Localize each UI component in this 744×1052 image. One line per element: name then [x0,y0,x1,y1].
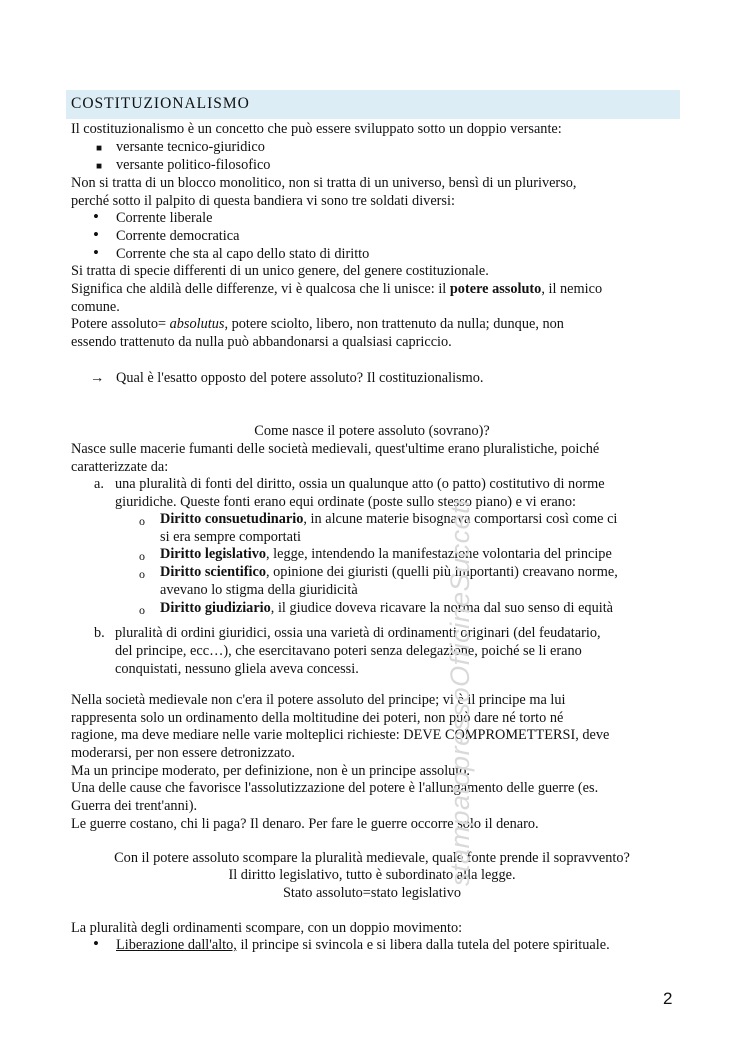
circle-bullet-icon: o [139,567,145,581]
paragraph-line: essendo trattenuto da nulla può abbandonarsi a qualsiasi capriccio. [71,334,452,350]
round-bullet-icon: • [93,243,99,262]
list-item-a-line: una pluralità di fonti del diritto, ossia un qualunque atto (o patto) costitutivo di norme [115,476,605,492]
bold-term: potere assoluto [449,281,542,297]
round-bullet-icon: • [93,225,99,244]
paragraph-line: Le guerre costano, chi li paga? Il denaro. Per fare le guerre occorre solo il denaro. [71,816,539,832]
paragraph-line: moderarsi, per non essere detronizzato. [71,745,295,761]
list-item-corrente: Corrente democratica [116,228,240,244]
centered-line: Stato assoluto=stato legislativo [282,885,462,901]
fonte-item: Diritto giudiziario, il giudice doveva ricavare la norma dal suo senso di equità [160,600,614,616]
fonte-item: Diritto scientifico, opinione dei giuristi (quelli più importanti) creavano norme, [160,564,618,580]
paragraph-line: Si tratta di specie differenti di un unico genere, del genere costituzionale. [71,263,489,279]
paragraph-line: Nella società medievale non c'era il potere assoluto del principe; vi è il principe ma lui [71,692,566,708]
list-item-liberazione: Liberazione dall'alto, il principe si svincola e si libera dalla tutela del potere spirituale. [116,937,610,953]
italic-term: absolutus [169,316,225,332]
list-item-versante: versante politico-filosofico [116,157,271,173]
page-number: 2 [663,989,673,1008]
round-bullet-icon: • [93,934,99,953]
fonte-item-cont: si era sempre comportati [160,529,301,545]
fonte-item-cont: avevano lo stigma della giuridicità [160,582,358,598]
circle-bullet-icon: o [139,549,145,563]
paragraph-line: Guerra dei trent'anni). [71,798,198,814]
fonte-item: Diritto legislativo, legge, intendendo la manifestazione volontaria del principe [160,546,612,562]
list-item-a-line: giuridiche. Queste fonti erano equi ordinate (poste sullo stesso piano) e vi erano: [115,494,576,510]
paragraph-line: comune. [71,299,120,315]
paragraph-line: perché sotto il palpito di questa bandiera vi sono tre soldati diversi: [71,193,455,209]
paragraph-line: Una delle cause che favorisce l'assolutizzazione del potere è l'allungamento delle guerre (es. [71,780,599,796]
paragraph-line: Potere assoluto= absolutus, potere sciolto, libero, non trattenuto da nulla; dunque, non [71,316,564,332]
round-bullet-icon: • [93,207,99,226]
centered-heading: Come nasce il potere assoluto (sovrano)? [254,423,490,439]
centered-line: Il diritto legislativo, tutto è subordinato alla legge. [228,867,516,883]
paragraph-line: La pluralità degli ordinamenti scompare, con un doppio movimento: [71,920,463,936]
fonte-item: Diritto consuetudinario, in alcune materie bisognava comportarsi così come ci [160,511,618,527]
list-marker-b: b. [94,625,105,641]
square-bullet-icon: ■ [96,161,103,172]
centered-line: Con il potere assoluto scompare la pluralità medievale, quale fonte prende il sopravvento? [114,850,630,866]
arrow-right-icon: → [90,370,105,386]
paragraph-line: Significa che aldilà delle differenze, vi è qualcosa che li unisce: il potere assoluto, il nemico [71,281,603,297]
list-marker-a: a. [94,476,104,492]
intro-text: Il costituzionalismo è un concetto che può essere sviluppato sotto un doppio versante: [71,121,562,137]
list-item-corrente: Corrente liberale [116,210,213,226]
paragraph-line: ragione, ma deve mediare nelle varie molteplici richieste: DEVE COMPROMETTERSI, deve [71,727,610,743]
paragraph-line: rappresenta solo un ordinamento della moltitudine dei poteri, non può dare né torto né [71,710,564,726]
paragraph-line: Nasce sulle macerie fumanti delle società medievali, quest'ultime erano pluralistiche, poiché [71,441,600,457]
list-item-b-line: conquistati, nessuno gliela aveva concessi. [115,661,359,677]
list-item-b-line: pluralità di ordini giuridici, ossia una varietà di ordinamenti originari (del feudatario, [115,625,601,641]
paragraph-line: caratterizzate da: [71,459,169,475]
section-heading [66,90,680,119]
watermark-text: stampatopressoOfficineSucceti [445,499,475,886]
paragraph-line: Ma un principe moderato, per definizione, non è un principe assoluto. [71,763,471,779]
list-item-corrente: Corrente che sta al capo dello stato di diritto [116,246,370,262]
circle-bullet-icon: o [139,603,145,617]
question-line: Qual è l'esatto opposto del potere assoluto? Il costituzionalismo. [116,370,484,386]
section-heading-text: COSTITUZIONALISMO [71,95,250,112]
list-item-b-line: del principe, ecc…), che esercitavano poteri senza delegazione, poiché se li erano [115,643,582,659]
paragraph-line: Non si tratta di un blocco monolitico, non si tratta di un universo, bensì di un pluriverso, [71,175,577,191]
circle-bullet-icon: o [139,514,145,528]
list-item-versante: versante tecnico-giuridico [116,139,265,155]
square-bullet-icon: ■ [96,143,103,154]
